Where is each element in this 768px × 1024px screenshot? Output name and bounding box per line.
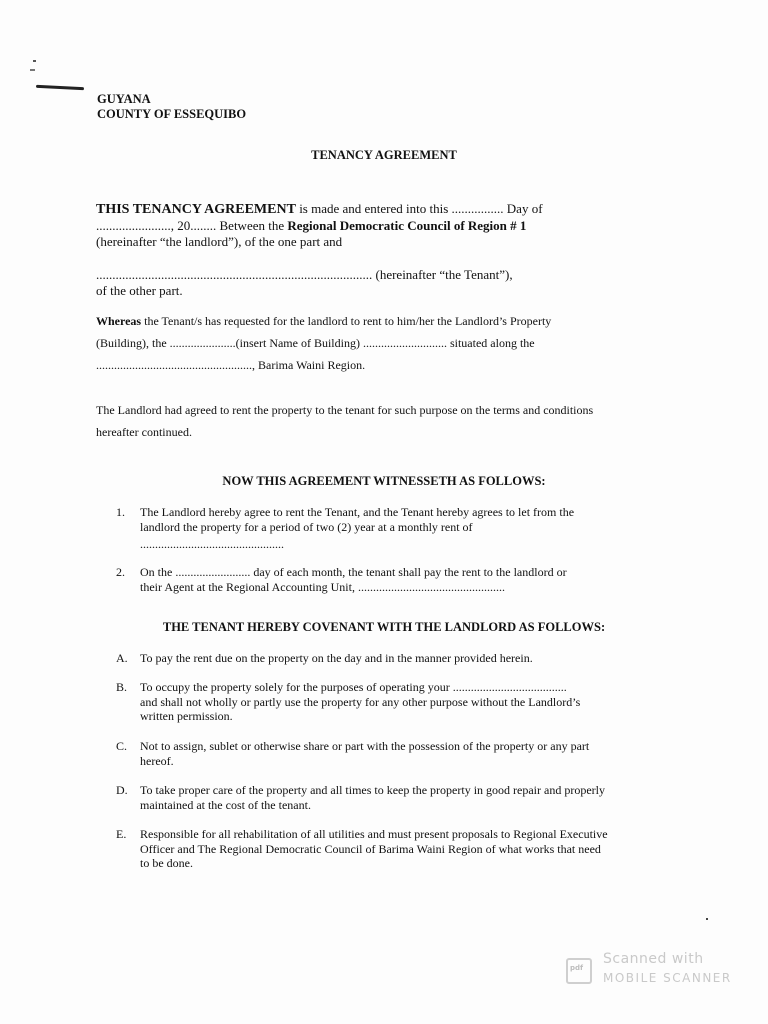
covenant-text: hereof. bbox=[140, 753, 174, 768]
covenant-label: D. bbox=[116, 783, 128, 797]
whereas-line-1 bbox=[96, 313, 686, 329]
covenant-text: and shall not wholly or partly use the property for any other purpose without the Landlord’s bbox=[140, 694, 581, 709]
section-heading-witnesseth: NOW THIS AGREEMENT WITNESSETH AS FOLLOWS: bbox=[222, 474, 546, 488]
whereas-text: the Tenant/s has requested for the landlord to rent to him/her the Landlord’s Property bbox=[141, 314, 552, 328]
covenant-label: E. bbox=[116, 827, 127, 841]
covenant-label: B. bbox=[116, 680, 128, 694]
intro-line-1 bbox=[96, 201, 686, 218]
item-number: 2. bbox=[116, 565, 125, 579]
intro-text: is made and entered into this ................ Day of bbox=[295, 201, 543, 216]
item-text: landlord the property for a period of two (2) year at a monthly rent of bbox=[140, 519, 473, 534]
watermark-line-2: MOBILE SCANNER bbox=[603, 971, 732, 985]
covenant-text: written permission. bbox=[140, 709, 233, 723]
intro-line-5: of the other part. bbox=[96, 283, 183, 298]
covenant-text: To occupy the property solely for the purposes of operating your ...................................... bbox=[140, 680, 567, 694]
item-text: their Agent at the Regional Accounting Unit, ................................................. bbox=[140, 579, 505, 594]
whereas-bold: Whereas bbox=[96, 314, 142, 328]
blank-field: ................................................ bbox=[140, 537, 284, 551]
intro-text: ......................., 20........ Between the bbox=[96, 218, 288, 233]
intro-line-2 bbox=[96, 218, 686, 234]
agreed-line-1: The Landlord had agreed to rent the property to the tenant for such purpose on the terms and conditions bbox=[96, 403, 594, 417]
whereas-line-2: (Building), the ......................(insert Name of Building) ............................ situated along the bbox=[96, 336, 535, 350]
scan-mark bbox=[36, 85, 84, 91]
item-number: 1. bbox=[116, 505, 125, 519]
watermark-line-1: Scanned with bbox=[603, 951, 704, 967]
covenant-label: C. bbox=[116, 739, 128, 753]
pdf-icon bbox=[566, 958, 592, 984]
section-heading-covenant: THE TENANT HEREBY COVENANT WITH THE LANDLORD AS FOLLOWS: bbox=[162, 620, 606, 634]
covenant-text: Responsible for all rehabilitation of all utilities and must present proposals to Regional Executive bbox=[140, 827, 608, 841]
scan-mark bbox=[30, 69, 35, 71]
intro-bold: THIS TENANCY AGREEMENT bbox=[96, 202, 296, 217]
covenant-text: To take proper care of the property and all times to keep the property in good repair and properly bbox=[140, 783, 605, 797]
covenant-label: A. bbox=[116, 651, 128, 665]
covenant-text: Officer and The Regional Democratic Council of Barima Waini Region of what works that need bbox=[140, 841, 601, 856]
intro-line-4: ..................................................................................... (hereinafter “the Tenant”), bbox=[96, 267, 513, 282]
document-title: TENANCY AGREEMENT bbox=[311, 148, 457, 162]
intro-line-3: (hereinafter “the landlord”), of the one part and bbox=[96, 234, 343, 249]
intro-bold: Regional Democratic Council of Region # 1 bbox=[287, 218, 527, 233]
covenant-text: to be done. bbox=[140, 856, 193, 870]
scan-mark bbox=[706, 918, 708, 920]
scanner-watermark bbox=[566, 950, 736, 994]
header-country: GUYANA bbox=[97, 92, 151, 106]
scan-mark bbox=[33, 60, 36, 62]
covenant-text: Not to assign, sublet or otherwise share or part with the possession of the property or any part bbox=[140, 739, 590, 753]
item-text: The Landlord hereby agree to rent the Tenant, and the Tenant hereby agrees to let from the bbox=[140, 505, 575, 519]
agreed-line-2: hereafter continued. bbox=[96, 425, 192, 439]
whereas-line-3: ...................................................., Barima Waini Region. bbox=[96, 358, 366, 372]
covenant-text: maintained at the cost of the tenant. bbox=[140, 797, 311, 812]
item-text: On the ......................... day of each month, the tenant shall pay the rent to the landlord or bbox=[140, 565, 567, 579]
covenant-text: To pay the rent due on the property on the day and in the manner provided herein. bbox=[140, 651, 533, 665]
header-county: COUNTY OF ESSEQUIBO bbox=[97, 107, 247, 121]
pdf-icon-label: pdf bbox=[570, 964, 584, 972]
